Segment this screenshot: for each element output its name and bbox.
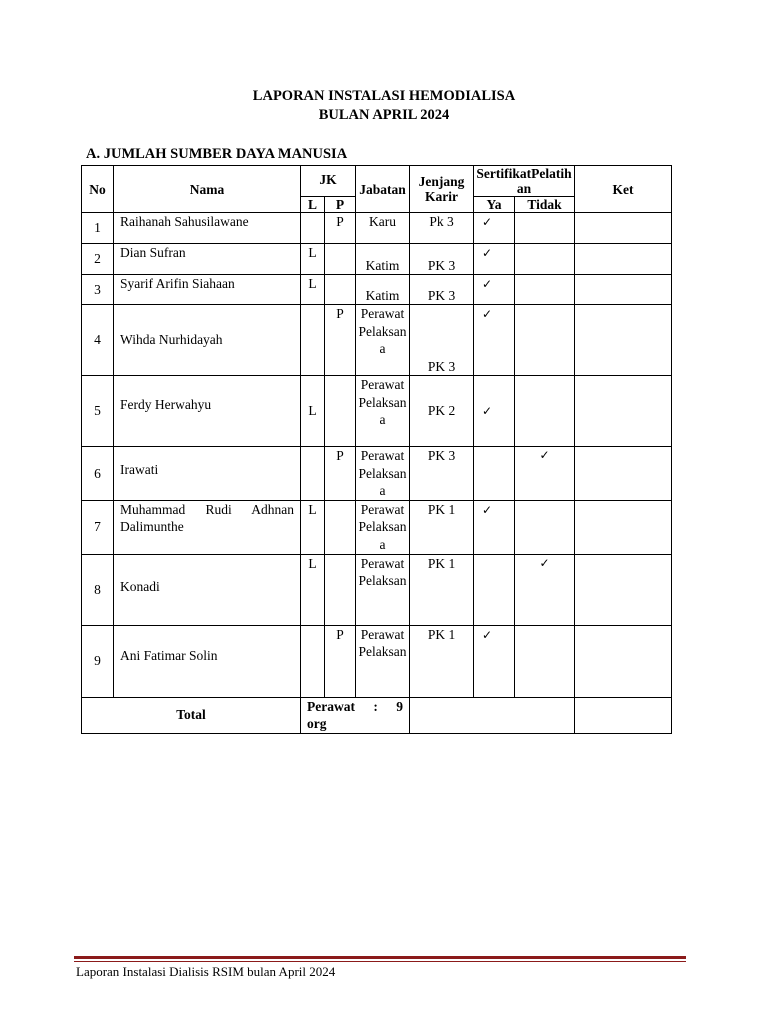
row-no: 4 (82, 305, 114, 376)
row-jk-p (325, 275, 356, 305)
row-jk-p: P (325, 447, 356, 501)
row-jenjang: PK 1 (410, 625, 474, 697)
row-jenjang: PK 3 (410, 447, 474, 501)
table-row (82, 625, 672, 697)
row-jabatan: Katim (356, 244, 410, 275)
check-icon: ✓ (482, 403, 493, 418)
total-perawat-label: Perawat (307, 698, 355, 714)
header-no: No (82, 166, 114, 213)
row-jenjang: PK 3 (410, 305, 474, 376)
row-jenjang: PK 3 (410, 275, 474, 305)
table-row (82, 275, 672, 305)
row-jk-p: P (325, 625, 356, 697)
row-ket (575, 500, 672, 554)
check-icon: ✓ (482, 215, 493, 229)
row-ya (474, 376, 515, 447)
check-icon: ✓ (539, 448, 550, 462)
row-jk-p (325, 554, 356, 625)
row-jabatan: Perawat Pelaksan (356, 554, 410, 625)
row-jabatan: Perawat Pelaksana (356, 376, 410, 447)
row-jenjang: PK 3 (410, 244, 474, 275)
staff-table (81, 165, 672, 734)
row-no: 9 (82, 625, 114, 697)
row-nama: Raihanah Sahusilawane (114, 213, 301, 244)
row-jk-l (301, 213, 325, 244)
row-no: 3 (82, 275, 114, 305)
row-ket (575, 275, 672, 305)
row-ket (575, 447, 672, 501)
table-row (82, 376, 672, 447)
row-jenjang: Pk 3 (410, 213, 474, 244)
check-icon: ✓ (482, 502, 493, 517)
row-no: 8 (82, 554, 114, 625)
row-jabatan: Katim (356, 275, 410, 305)
row-jk-p: P (325, 213, 356, 244)
row-jk-l (301, 625, 325, 697)
row-nama: Irawati (114, 447, 301, 501)
row-jk-l: L (301, 244, 325, 275)
row-ket (575, 376, 672, 447)
row-jk-p (325, 376, 356, 447)
row-nama: Ferdy Herwahyu (114, 376, 301, 447)
total-label: Total (82, 697, 301, 733)
total-row (82, 697, 672, 733)
row-jabatan: Karu (356, 213, 410, 244)
table-row (82, 213, 672, 244)
row-no: 6 (82, 447, 114, 501)
header-sertifikat: SertifikatPelatihan (474, 166, 575, 197)
row-jabatan: Perawat Pelaksana (356, 305, 410, 376)
row-jk-l: L (301, 376, 325, 447)
row-nama: Ani Fatimar Solin (114, 625, 301, 697)
table-row (82, 305, 672, 376)
header-jabatan: Jabatan (356, 166, 410, 213)
row-jk-l: L (301, 554, 325, 625)
header-ket: Ket (575, 166, 672, 213)
row-jk-l: L (301, 275, 325, 305)
row-jenjang: PK 1 (410, 554, 474, 625)
row-tidak (515, 376, 575, 447)
table-row (82, 500, 672, 554)
check-icon: ✓ (482, 627, 493, 642)
footer-rule-thin (74, 961, 686, 962)
footer-rule-thick (74, 956, 686, 959)
row-no: 2 (82, 244, 114, 275)
check-icon: ✓ (482, 277, 493, 291)
row-jabatan: Perawat Pelaksan (356, 625, 410, 697)
row-jabatan: PerawatPelaksana (356, 500, 410, 554)
row-no: 1 (82, 213, 114, 244)
total-ket (575, 697, 672, 733)
row-jk-p (325, 244, 356, 275)
row-tidak (515, 500, 575, 554)
row-tidak (515, 213, 575, 244)
row-jk-l (301, 305, 325, 376)
row-ya (474, 305, 515, 376)
header-tidak: Tidak (515, 197, 575, 213)
check-icon: ✓ (482, 246, 493, 260)
check-icon: ✓ (482, 307, 493, 321)
row-tidak (515, 554, 575, 625)
row-ya (474, 625, 515, 697)
row-ya (474, 244, 515, 275)
header-jk: JK (301, 166, 356, 197)
row-ket (575, 554, 672, 625)
row-jk-p: P (325, 305, 356, 376)
row-jk-l (301, 447, 325, 501)
report-title: LAPORAN INSTALASI HEMODIALISA (252, 88, 516, 104)
row-no: 7 (82, 500, 114, 554)
section-heading: A. JUMLAH SUMBER DAYA MANUSIA (86, 146, 348, 162)
page-footer: Laporan Instalasi Dialisis RSIM bulan April 2024 (76, 964, 336, 979)
total-count: 9 (396, 698, 404, 714)
total-value (301, 697, 410, 733)
table-row (82, 447, 672, 501)
row-nama: Dian Sufran (114, 244, 301, 275)
row-tidak (515, 625, 575, 697)
row-ya (474, 500, 515, 554)
row-nama: Konadi (114, 554, 301, 625)
row-ya (474, 275, 515, 305)
row-ket (575, 625, 672, 697)
row-ket (575, 305, 672, 376)
row-jenjang: PK 2 (410, 376, 474, 447)
row-jenjang: PK 1 (410, 500, 474, 554)
row-no: 5 (82, 376, 114, 447)
header-nama: Nama (114, 166, 301, 213)
row-tidak (515, 305, 575, 376)
header-jk-p: P (325, 197, 356, 213)
header-ya: Ya (474, 197, 515, 213)
total-empty (410, 697, 575, 733)
report-period: BULAN APRIL 2024 (318, 107, 450, 123)
row-ya (474, 554, 515, 625)
row-nama: Syarif Arifin Siahaan (114, 275, 301, 305)
header-jk-l: L (301, 197, 325, 213)
header-jenjang-karir: Jenjang Karir (410, 166, 474, 213)
row-nama: Wihda Nurhidayah (114, 305, 301, 376)
row-jk-p (325, 500, 356, 554)
row-tidak (515, 244, 575, 275)
check-icon: ✓ (539, 555, 550, 570)
row-ya (474, 213, 515, 244)
row-tidak (515, 275, 575, 305)
table-row (82, 244, 672, 275)
total-colon: : (373, 698, 378, 714)
row-jabatan: PerawatPelaksana (356, 447, 410, 501)
row-jk-l: L (301, 500, 325, 554)
row-ket (575, 244, 672, 275)
table-row (82, 554, 672, 625)
row-nama: Muhammad Rudi Adhnan Dalimunthe (114, 500, 301, 554)
row-tidak (515, 447, 575, 501)
row-ket (575, 213, 672, 244)
total-unit: org (307, 716, 327, 731)
row-ya (474, 447, 515, 501)
